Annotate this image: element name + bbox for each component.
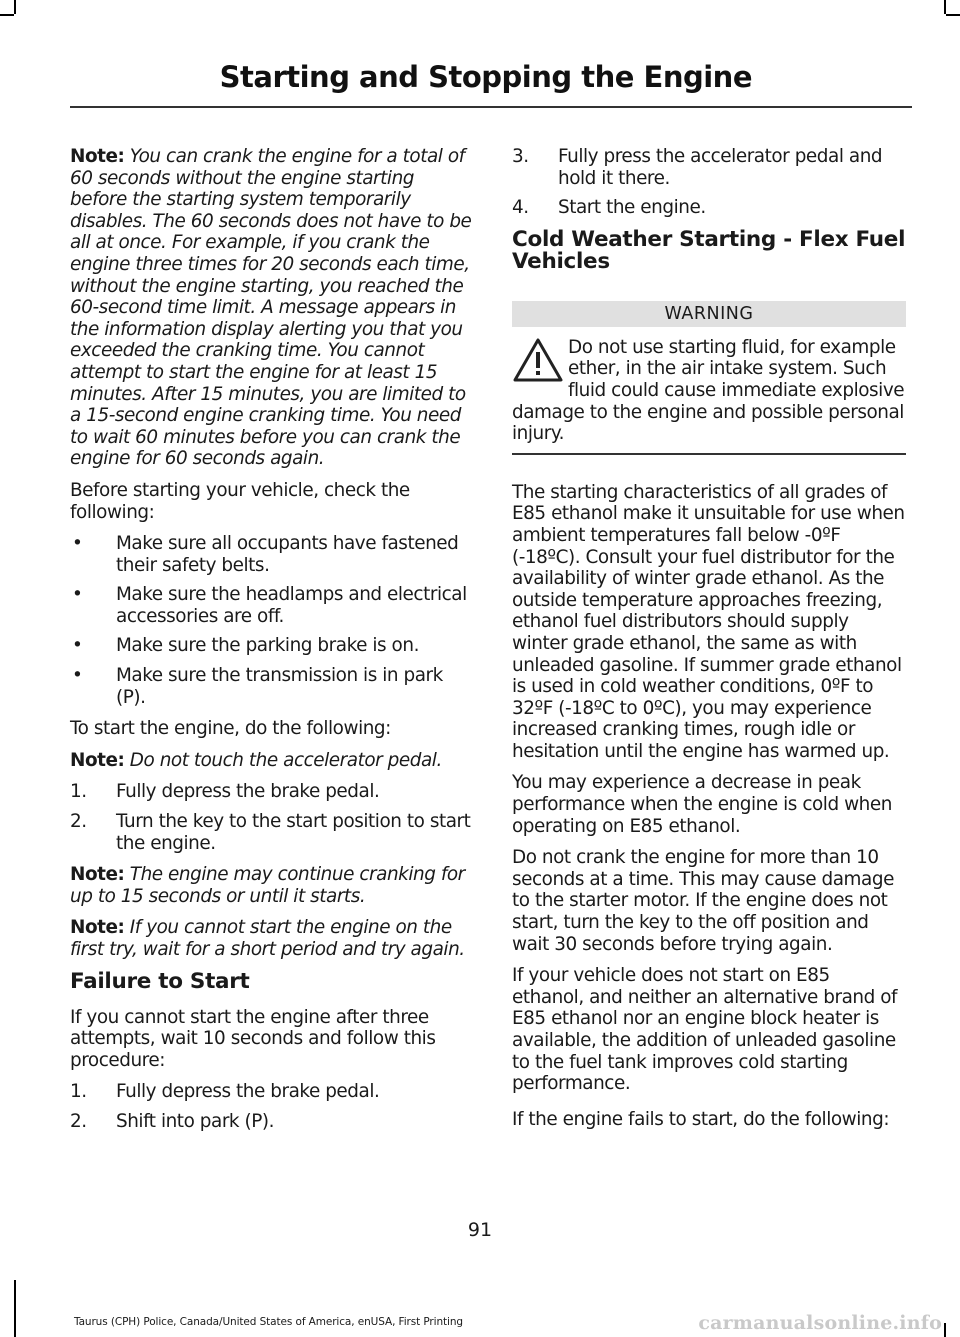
list-item-text: Make sure the parking brake is on. [116, 635, 419, 657]
failure-steps-continued [512, 146, 906, 219]
step-text: Fully depress the brake pedal. [116, 781, 380, 803]
note-text: If you cannot start the engine on the first try, wait for a short period and try again. [70, 917, 465, 960]
section-heading-cold-weather: Cold Weather Starting - Flex Fuel Vehicles [512, 226, 906, 274]
paragraph-unleaded: If your vehicle does not start on E85 ethanol, and neither an alternative brand of E85 ethanol nor an engine block heater is available, the addition of unleaded gasoline to the fuel tank improves cold starting performance. [512, 965, 898, 1095]
list-item-text: Make sure the headlamps and electrical accessories are off. [116, 584, 467, 627]
bullet: • [72, 665, 83, 687]
step-item [512, 197, 906, 219]
paragraph-crank-limit: Do not crank the engine for more than 10 seconds at a time. This may cause damage to the starter motor. If the engine does not start, turn the key to the off position and wait 30 seconds before trying again. [512, 847, 894, 955]
bullet: • [72, 533, 83, 555]
page-number: 91 [467, 1219, 493, 1241]
note-label: Note: [70, 917, 125, 939]
note-accelerator [70, 750, 475, 772]
failure-steps [70, 1081, 475, 1132]
note-text: Do not touch the accelerator pedal. [124, 749, 442, 771]
paragraph-e85-cold: The starting characteristics of all grades of E85 ethanol make it unsuitable for use when ambient temperatures fall below -0ºF (-18ºC). Consult your fuel distributor for the availability of winter grade ethanol. As the outside temperature approaches freezing, ethanol fuel distributors should supply winter grade ethanol, the same as with unleaded gasoline. If summer grade ethanol is used in cold weather conditions, 0ºF to 32ºF (-18ºC to 0ºC), you may experience increased cranking times, rough idle or hesitation until the engine has warmed up. [512, 481, 905, 762]
section-heading-failure: Failure to Start [70, 968, 250, 994]
bullet: • [72, 584, 83, 606]
crop-mark [14, 0, 16, 14]
header-divider [70, 106, 912, 108]
note-cranking [70, 864, 475, 907]
left-column [70, 146, 475, 1143]
step-number: 1. [70, 1081, 87, 1103]
step-text: Fully press the accelerator pedal and hold it there. [558, 146, 883, 189]
step-text: Start the engine. [558, 197, 706, 219]
step-number: 2. [70, 811, 87, 833]
warning-header: WARNING [512, 301, 906, 327]
crop-mark [0, 14, 14, 16]
watermark: carmanualsonline.info [698, 1312, 942, 1334]
step-text: Turn the key to the start position to start the engine. [116, 811, 471, 854]
note-text: You can crank the engine for a total of 60 seconds without the engine starting before the starting system temporarily disables. The 60 seconds does not have to be all at once. For example, if you crank the engine three times for 20 seconds each time, without the engine starting, you reached the 60-second time limit. A message appears in the information display alerting you that you exceeded the cranking time. You cannot attempt to start the engine for at least 15 minutes. After 15 minutes, you are limited to a 15-second engine cranking time. You need to wait 60 minutes before you can crank the engine for 60 seconds again. [70, 146, 472, 470]
right-column [512, 146, 906, 1140]
crop-mark [944, 0, 946, 14]
list-item-text: Make sure all occupants have fastened their safety belts. [116, 533, 459, 576]
start-intro: To start the engine, do the following: [70, 718, 391, 740]
step-number: 2. [70, 1110, 87, 1132]
start-steps [70, 781, 475, 854]
step-item [70, 1081, 475, 1103]
note-label: Note: [70, 749, 125, 771]
note-text: The engine may continue cranking for up to 15 seconds or until it starts. [70, 864, 465, 907]
step-item [70, 811, 475, 854]
list-item [70, 665, 475, 708]
note-retry [70, 917, 475, 960]
step-number: 4. [512, 197, 529, 219]
paragraph-peak-performance: You may experience a decrease in peak performance when the engine is cold when operating on E85 ethanol. [512, 772, 892, 837]
note-label: Note: [70, 864, 125, 886]
crop-mark [944, 1323, 946, 1337]
list-item [70, 635, 475, 657]
step-text: Fully depress the brake pedal. [116, 1081, 380, 1103]
failure-intro: If you cannot start the engine after three attempts, wait 10 seconds and follow this procedure: [70, 1006, 436, 1071]
bullet: • [72, 635, 83, 657]
step-item [70, 1111, 475, 1133]
check-intro: Before starting your vehicle, check the following: [70, 479, 410, 523]
step-item [70, 781, 475, 803]
warning-text: Do not use starting fluid, for example ether, in the air intake system. Such fluid could cause immediate explosive damage to the engine and possible personal injury. [512, 336, 905, 445]
step-number: 1. [70, 781, 87, 803]
step-item [512, 146, 906, 189]
step-number: 3. [512, 146, 529, 167]
crop-mark [14, 1280, 16, 1337]
list-item [70, 584, 475, 627]
crop-mark [946, 14, 960, 16]
footer-text: Taurus (CPH) Police, Canada/United States of America, enUSA, First Printing [74, 1316, 463, 1328]
note-label: Note: [70, 146, 125, 167]
warning-triangle-icon [512, 337, 564, 383]
page-title: Starting and Stopping the Engine [219, 60, 752, 94]
list-item-text: Make sure the transmission is in park (P). [116, 665, 443, 708]
step-text: Shift into park (P). [116, 1110, 275, 1132]
paragraph-fails-to-start: If the engine fails to start, do the following: [512, 1108, 890, 1130]
note-crank-limit [70, 146, 475, 470]
warning-box [512, 337, 906, 455]
list-item [70, 533, 475, 576]
checklist [70, 533, 475, 708]
